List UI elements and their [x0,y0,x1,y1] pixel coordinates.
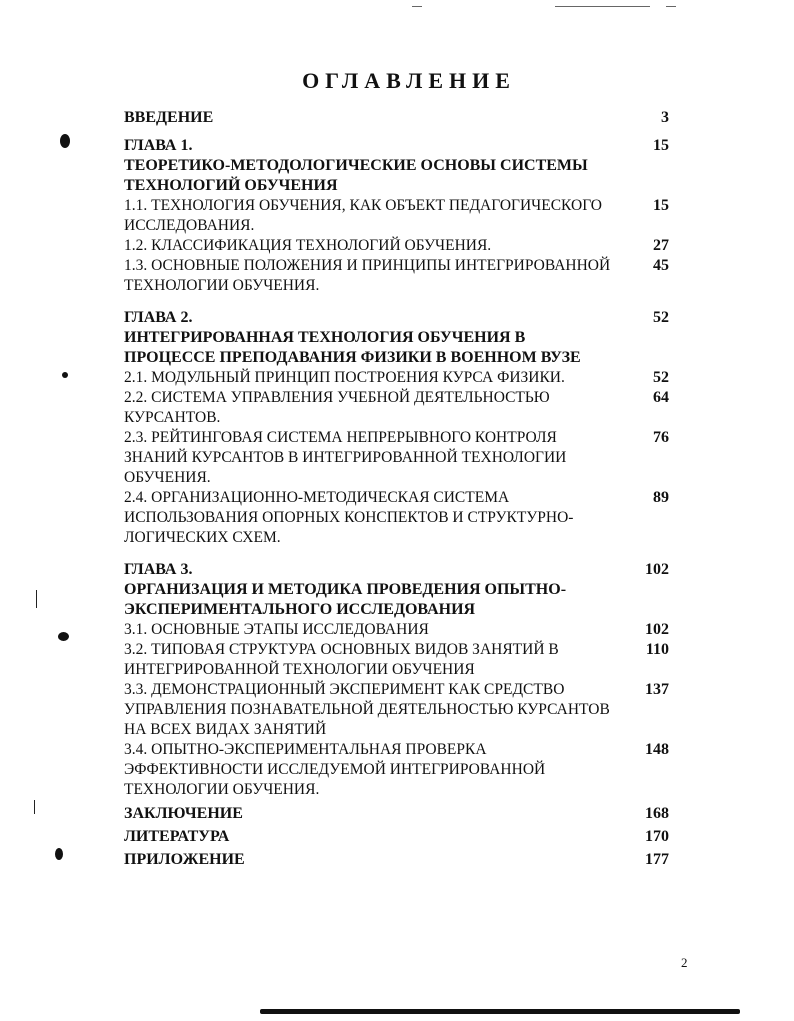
scan-artifact-top-dash [412,6,422,7]
section-page: 52 [653,369,669,386]
section-label: 2.4. ОРГАНИЗАЦИОННО-МЕТОДИЧЕСКАЯ СИСТЕМА ИСПОЛЬЗОВАНИЯ ОПОРНЫХ КОНСПЕКТОВ И СТРУКТУРНО-ЛОГИЧЕСКИХ СХЕМ. [124,489,574,546]
toc-section [124,620,669,640]
toc-section [124,236,669,256]
scan-artifact-blot [58,632,69,641]
toc-section [124,196,669,236]
toc-intro-label: ВВЕДЕНИЕ [124,109,214,126]
section-label: 3.4. ОПЫТНО-ЭКСПЕРИМЕНТАЛЬНАЯ ПРОВЕРКА ЭФФЕКТИВНОСТИ ИССЛЕДУЕМОЙ ИНТЕГРИРОВАННОЙ ТЕХНОЛОГИИ ОБУЧЕНИЯ. [124,741,546,798]
section-label: 2.3. РЕЙТИНГОВАЯ СИСТЕМА НЕПРЕРЫВНОГО КОНТРОЛЯ ЗНАНИЙ КУРСАНТОВ В ИНТЕГРИРОВАННОЙ ТЕХНОЛОГИИ ОБУЧЕНИЯ. [124,429,567,486]
section-page: 89 [653,489,669,506]
toc-section [124,680,669,740]
toc-chapter-3 [124,560,669,620]
section-page: 64 [653,389,669,406]
chapter-3-subtitle: ОРГАНИЗАЦИЯ И МЕТОДИКА ПРОВЕДЕНИЯ ОПЫТНО-ЭКСПЕРИМЕНТАЛЬНОГО ИССЛЕДОВАНИЯ [124,581,567,618]
literature-page: 170 [645,828,669,845]
toc-conclusion [124,804,669,824]
section-page: 27 [653,237,669,254]
toc-section [124,640,669,680]
chapter-3-page: 102 [645,561,669,578]
page-number: 2 [681,955,688,970]
table-of-contents [124,108,669,870]
scan-artifact-bottom-line [260,1009,740,1014]
section-label: 2.2. СИСТЕМА УПРАВЛЕНИЯ УЧЕБНОЙ ДЕЯТЕЛЬНОСТЬЮ КУРСАНТОВ. [124,389,550,426]
toc-section [124,368,669,388]
section-label: 3.3. ДЕМОНСТРАЦИОННЫЙ ЭКСПЕРИМЕНТ КАК СРЕДСТВО УПРАВЛЕНИЯ ПОЗНАВАТЕЛЬНОЙ ДЕЯТЕЛЬНОСТЬЮ КУРСАНТОВ НА ВСЕХ ВИДАХ ЗАНЯТИЙ [124,681,610,738]
chapter-2-page: 52 [653,309,669,326]
toc-literature [124,827,669,847]
scan-artifact-top-dash-right [666,6,676,7]
section-page: 15 [653,197,669,214]
section-page: 148 [645,741,669,758]
scan-artifact-blot [60,134,70,148]
scan-artifact-margin-line [36,590,37,608]
section-page: 110 [645,641,669,658]
scan-artifact-blot [62,372,68,378]
toc-appendix [124,850,669,870]
toc-section [124,388,669,428]
section-label: 1.1. ТЕХНОЛОГИЯ ОБУЧЕНИЯ, КАК ОБЪЕКТ ПЕДАГОГИЧЕСКОГО ИССЛЕДОВАНИЯ. [124,197,602,234]
section-page: 76 [653,429,669,446]
section-label: 1.2. КЛАССИФИКАЦИЯ ТЕХНОЛОГИЙ ОБУЧЕНИЯ. [124,237,492,254]
page-title: ОГЛАВЛЕНИЕ [302,68,516,93]
toc-section [124,488,669,548]
chapter-1-page: 15 [653,137,669,154]
chapter-1-title: ГЛАВА 1. [124,137,193,154]
literature-label: ЛИТЕРАТУРА [124,828,230,845]
toc-intro-page: 3 [661,109,669,126]
toc-section [124,740,669,800]
section-page: 45 [653,257,669,274]
appendix-label: ПРИЛОЖЕНИЕ [124,851,245,868]
toc-section [124,256,669,296]
scan-artifact-blot [55,848,63,860]
toc-section [124,428,669,488]
conclusion-page: 168 [645,805,669,822]
chapter-3-title: ГЛАВА 3. [124,561,193,578]
conclusion-label: ЗАКЛЮЧЕНИЕ [124,805,243,822]
toc-intro [124,108,669,128]
section-page: 137 [645,681,669,698]
chapter-2-title: ГЛАВА 2. [124,309,193,326]
appendix-page: 177 [645,851,669,868]
section-label: 2.1. МОДУЛЬНЫЙ ПРИНЦИП ПОСТРОЕНИЯ КУРСА ФИЗИКИ. [124,369,565,386]
chapter-2-subtitle: ИНТЕГРИРОВАННАЯ ТЕХНОЛОГИЯ ОБУЧЕНИЯ В ПРОЦЕССЕ ПРЕПОДАВАНИЯ ФИЗИКИ В ВОЕННОМ ВУЗЕ [124,329,581,366]
section-label: 1.3. ОСНОВНЫЕ ПОЛОЖЕНИЯ И ПРИНЦИПЫ ИНТЕГРИРОВАННОЙ ТЕХНОЛОГИИ ОБУЧЕНИЯ. [124,257,611,294]
toc-chapter-2 [124,308,669,368]
toc-chapter-1 [124,136,669,196]
chapter-1-subtitle: ТЕОРЕТИКО-МЕТОДОЛОГИЧЕСКИЕ ОСНОВЫ СИСТЕМЫ ТЕХНОЛОГИЙ ОБУЧЕНИЯ [124,157,588,194]
section-page: 102 [645,621,669,638]
scan-artifact-top-line [555,6,650,7]
section-label: 3.1. ОСНОВНЫЕ ЭТАПЫ ИССЛЕДОВАНИЯ [124,621,429,638]
scan-artifact-margin-line [34,800,35,814]
section-label: 3.2. ТИПОВАЯ СТРУКТУРА ОСНОВНЫХ ВИДОВ ЗАНЯТИЙ В ИНТЕГРИРОВАННОЙ ТЕХНОЛОГИИ ОБУЧЕНИЯ [124,641,559,678]
